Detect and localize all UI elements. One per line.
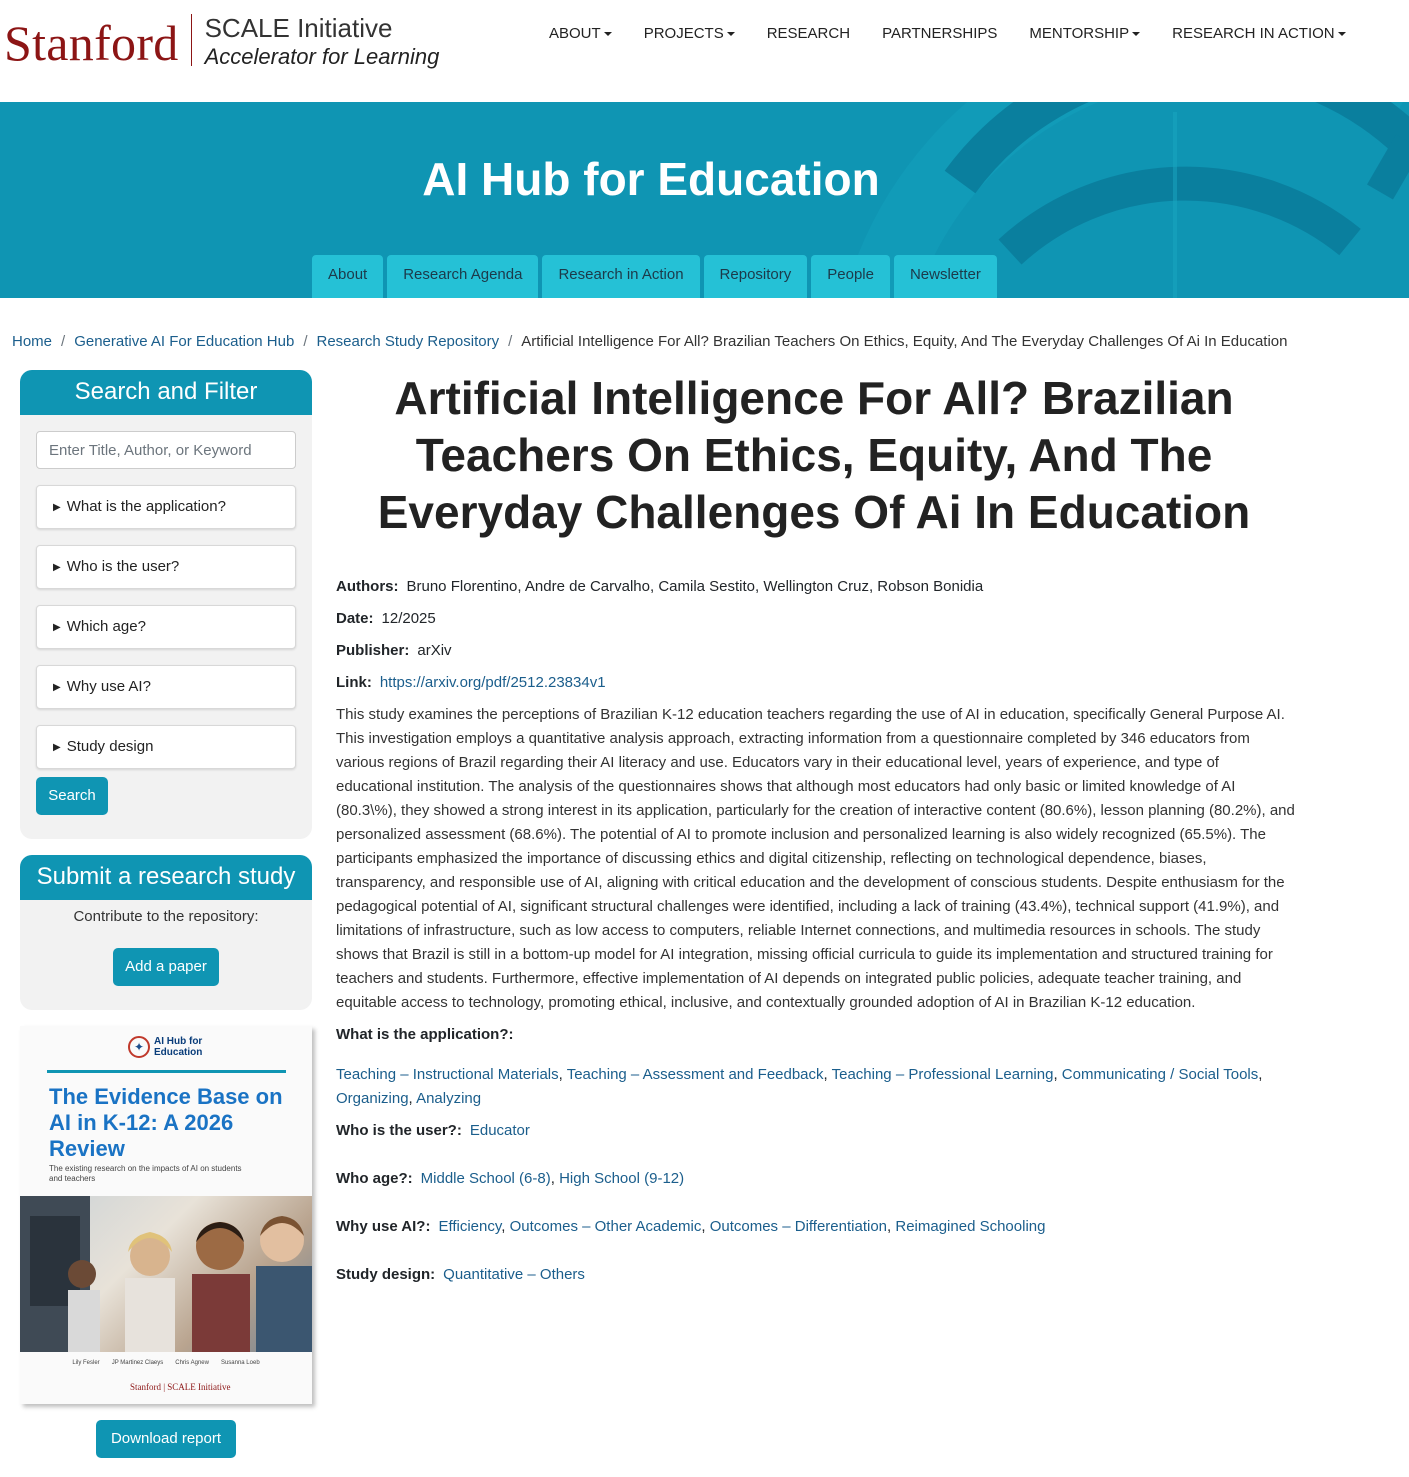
- report-author: Lily Fesler: [72, 1360, 100, 1366]
- publisher-value: arXiv: [417, 642, 452, 659]
- tag-link[interactable]: Reimagined Schooling: [895, 1218, 1046, 1235]
- cover-rule: [47, 1070, 286, 1073]
- cover-logo-line2: Education: [154, 1047, 203, 1058]
- publisher-row: [336, 639, 452, 663]
- tab-newsletter[interactable]: Newsletter: [894, 255, 997, 298]
- nav-about[interactable]: [549, 22, 612, 46]
- search-button[interactable]: Search: [36, 777, 108, 815]
- filter-label: Why use AI?: [66, 678, 151, 695]
- nav-research-label: RESEARCH: [766, 25, 851, 42]
- breadcrumb-current: Artificial Intelligence For All? Brazilian Teachers On Ethics, Equity, And The Everyday Challenges Of Ai In Education: [521, 333, 1288, 350]
- application-row: [336, 1023, 522, 1047]
- stanford-wordmark: Stanford: [4, 15, 179, 71]
- filter-label: Which age?: [66, 618, 146, 635]
- search-filter-card: [20, 370, 312, 839]
- tag-link[interactable]: Quantitative – Others: [443, 1266, 585, 1283]
- filter-why-ai[interactable]: [36, 665, 296, 709]
- students-photo: [20, 1196, 312, 1352]
- tab-research-agenda[interactable]: Research Agenda: [387, 255, 538, 298]
- nav-projects-label: PROJECTS: [643, 25, 724, 42]
- article-title: Artificial Intelligence For All? Brazilian Teachers On Ethics, Equity, And The Everyday Challenges Of Ai In Education: [377, 372, 1251, 538]
- study-design-row: [336, 1263, 585, 1287]
- tab-research-in-action[interactable]: Research in Action: [542, 255, 699, 298]
- tag-link[interactable]: Teaching – Professional Learning: [831, 1066, 1054, 1083]
- abstract: This study examines the perceptions of Brazilian K-12 education teachers regarding the use of AI in education, specifically General Purpose AI. This investigation employs a quantitative analysis approach, extracting information from a questionnaire completed by 346 educators from various regions of Brazil regarding their AI literacy and use. Educators vary in their educational level, years of experience, and type of educational institution. The analysis of the questionnaires shows that although most educators had only basic or limited knowledge of AI (80.3\%), they showed a strong interest in its application, particularly for the creation of interactive content (80.6%), lesson planning (80.2%), and personalized assessment (68.6%). The potential of AI to promote inclusion and personalized learning is also widely recognized (65.5%). The participants emphasized the importance of discussing ethics and digital citizenship, reflecting on technological dependence, biases, transparency, and responsible use of AI, aligning with critical education and the development of conscious students. Despite enthusiasm for the pedagogical potential of AI, significant structural challenges were identified, including a lack of training (43.4%), technical support (41.9%), and limitations of infrastructure, such as low access to computers, reliable Internet connections, and multimedia resources in schools. The study shows that Brazil is still in a bottom-up model for AI integration, missing official curricula to guide its implementation and structured training for teachers and students. Furthermore, effective implementation of AI depends on integrated public policies, adequate teacher training, and equitable access to technology, promoting ethical, inclusive, and contextually grounded adoption of AI in Brazilian K-12 education.: [336, 706, 1295, 1011]
- search-filter-title: Search and Filter: [20, 370, 312, 415]
- report-author: Chris Agnew: [175, 1360, 209, 1366]
- filter-label: Who is the user?: [66, 558, 180, 575]
- submit-study-card: [20, 855, 312, 1010]
- main-nav: [549, 22, 1378, 46]
- cover-logo-line1: AI Hub for: [154, 1036, 203, 1047]
- triangle-right-icon: ▶: [53, 622, 61, 633]
- breadcrumb-separator: /: [508, 333, 513, 350]
- triangle-right-icon: ▶: [53, 682, 61, 693]
- hero-banner: [0, 102, 1409, 298]
- tag-link[interactable]: Outcomes – Differentiation: [709, 1218, 888, 1235]
- breadcrumb-separator: /: [303, 333, 308, 350]
- why-ai-label: Why use AI?:: [336, 1218, 431, 1235]
- filter-label: Study design: [66, 738, 154, 755]
- breadcrumb: [12, 330, 1287, 354]
- breadcrumb-separator: /: [61, 333, 66, 350]
- filter-label: What is the application?: [66, 498, 226, 515]
- ai-hub-logo: [128, 1036, 202, 1058]
- tag-link[interactable]: Middle School (6-8): [420, 1170, 551, 1187]
- hub-title: AI Hub for Education: [422, 153, 880, 205]
- breadcrumb-hub[interactable]: Generative AI For Education Hub: [74, 333, 295, 350]
- nav-research-in-action-label: RESEARCH IN ACTION: [1172, 25, 1335, 42]
- nav-mentorship[interactable]: [1029, 22, 1140, 46]
- caret-down-icon: [1132, 32, 1140, 36]
- authors-value: Bruno Florentino, Andre de Carvalho, Camila Sestito, Wellington Cruz, Robson Bonidia: [406, 578, 984, 595]
- why-ai-row: Why use AI?: Efficiency, Outcomes – Other Academic, Outcomes – Differentiation, Reimagined Schooling: [336, 1218, 1046, 1235]
- report-cover-image[interactable]: [20, 1026, 312, 1404]
- students-illustration: [20, 1196, 312, 1352]
- report-author: JP Martinez Claeys: [111, 1360, 164, 1366]
- top-navbar: [0, 0, 1409, 102]
- tag-link[interactable]: High School (9-12): [559, 1170, 685, 1187]
- initiative-tagline: Accelerator for Learning: [204, 44, 440, 69]
- application-tags: Teaching – Instructional Materials, Teaching – Assessment and Feedback, Teaching – Professional Learning, Communicating / Social Tools, Organizing, Analyzing: [336, 1066, 1263, 1107]
- nav-research[interactable]: [767, 22, 850, 46]
- submit-study-title: Submit a research study: [20, 855, 312, 900]
- nav-projects[interactable]: [644, 22, 735, 46]
- application-label: What is the application?:: [336, 1026, 514, 1043]
- tab-repository[interactable]: Repository: [704, 255, 808, 298]
- user-label: Who is the user?:: [336, 1122, 462, 1139]
- publisher-label: Publisher:: [336, 642, 410, 659]
- sparkle-icon: ✦: [128, 1036, 150, 1058]
- report-authors: [20, 1360, 312, 1366]
- tag-link[interactable]: Organizing: [336, 1090, 409, 1107]
- report-title: The Evidence Base on AI in K-12: A 2026 Review: [49, 1084, 283, 1161]
- date-value: 12/2025: [381, 610, 436, 627]
- date-label: Date:: [336, 610, 374, 627]
- tag-link[interactable]: Communicating / Social Tools: [1061, 1066, 1259, 1083]
- date-row: [336, 607, 436, 631]
- site-logo[interactable]: [4, 14, 439, 72]
- filter-age[interactable]: [36, 605, 296, 649]
- download-report-button[interactable]: Download report: [96, 1420, 236, 1458]
- search-input[interactable]: [36, 431, 296, 469]
- tab-about[interactable]: About: [312, 255, 383, 298]
- tab-people[interactable]: People: [811, 255, 890, 298]
- triangle-right-icon: ▶: [53, 562, 61, 573]
- tag-link[interactable]: Educator: [469, 1122, 530, 1139]
- filter-user[interactable]: [36, 545, 296, 589]
- link-row: [336, 671, 606, 695]
- authors-label: Authors:: [336, 578, 399, 595]
- tag-link[interactable]: Outcomes – Other Academic: [509, 1218, 702, 1235]
- paper-link[interactable]: https://arxiv.org/pdf/2512.23834v1: [379, 674, 606, 691]
- tag-link[interactable]: Teaching – Assessment and Feedback: [566, 1066, 824, 1083]
- cover-logo-text: [154, 1036, 202, 1058]
- age-label: Who age?:: [336, 1170, 413, 1187]
- report-subtitle: The existing research on the impacts of AI on students and teachers: [49, 1164, 242, 1183]
- link-label: Link:: [336, 674, 372, 691]
- report-footer-logo: Stanford | SCALE Initiative: [130, 1382, 231, 1392]
- triangle-right-icon: ▶: [53, 742, 61, 753]
- caret-down-icon: [1338, 32, 1346, 36]
- tag-link[interactable]: Efficiency: [438, 1218, 502, 1235]
- study-design-label: Study design:: [336, 1266, 436, 1283]
- breadcrumb-repository[interactable]: Research Study Repository: [316, 333, 500, 350]
- nav-partnerships-label: PARTNERSHIPS: [882, 25, 998, 42]
- initiative-name: SCALE Initiative: [204, 13, 393, 43]
- breadcrumb-home[interactable]: Home: [12, 333, 53, 350]
- age-row: Who age?: Middle School (6-8), High School (9-12): [336, 1170, 685, 1187]
- tag-link[interactable]: Analyzing: [416, 1090, 482, 1107]
- hub-subnav: [312, 255, 1001, 298]
- logo-text: [205, 14, 440, 72]
- caret-down-icon: [604, 32, 612, 36]
- submit-description: Contribute to the repository:: [73, 908, 259, 925]
- filter-study-design[interactable]: [36, 725, 296, 769]
- tag-link[interactable]: Teaching – Instructional Materials: [336, 1066, 559, 1083]
- add-paper-button[interactable]: Add a paper: [113, 948, 219, 986]
- nav-mentorship-label: MENTORSHIP: [1029, 25, 1130, 42]
- nav-partnerships[interactable]: [882, 22, 997, 46]
- user-row: [336, 1119, 530, 1143]
- nav-research-in-action[interactable]: [1172, 22, 1346, 46]
- nav-about-label: ABOUT: [549, 25, 601, 42]
- filter-application[interactable]: [36, 485, 296, 529]
- logo-divider: [191, 14, 192, 66]
- report-author: Susanna Loeb: [220, 1360, 260, 1366]
- triangle-right-icon: ▶: [53, 502, 61, 513]
- caret-down-icon: [727, 32, 735, 36]
- authors-row: [336, 575, 983, 599]
